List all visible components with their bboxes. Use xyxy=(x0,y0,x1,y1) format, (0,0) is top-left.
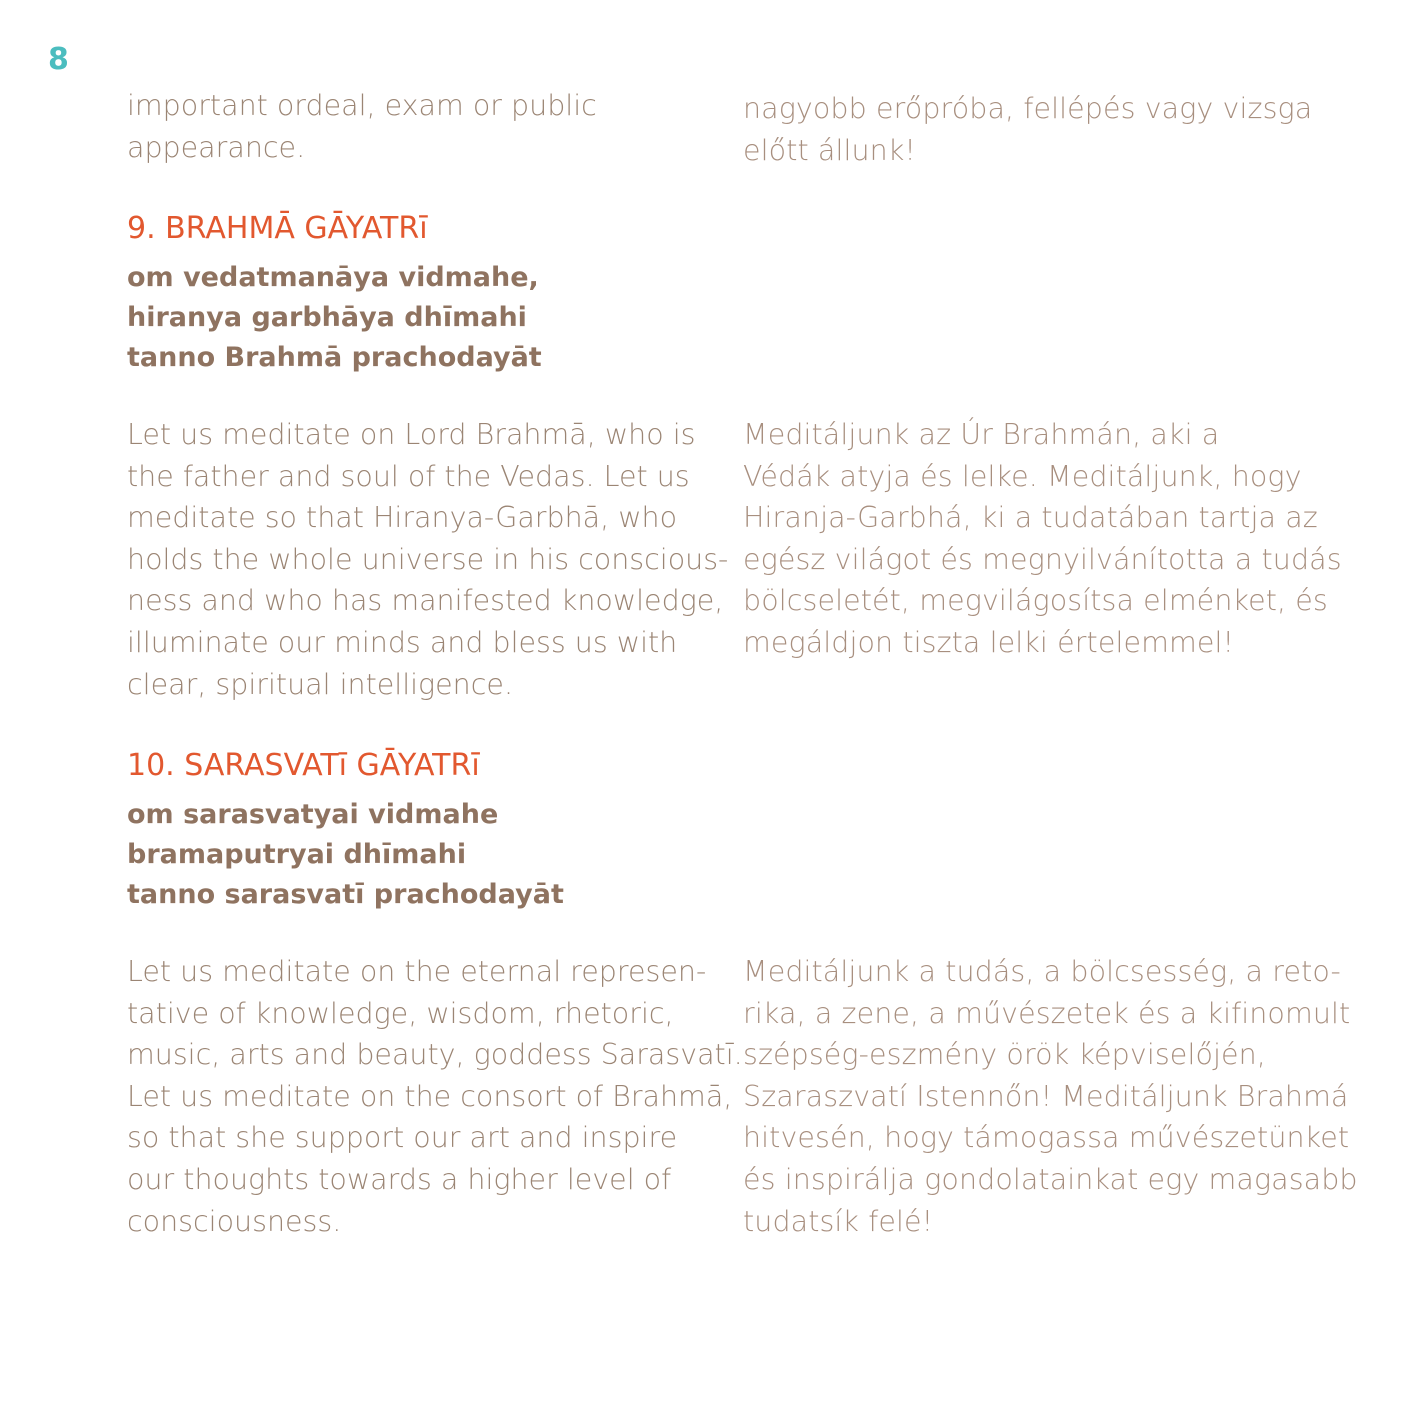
mantra-sarasvati-gayatri: om sarasvatyai vidmahe bramaputryai dhīmahi tanno sarasvatī prachodayāt xyxy=(127,799,564,910)
brahma-english-text: Let us meditate on Lord Brahmā, who is the father and soul of the Vedas. Let us meditate so that Hiranya-Garbhā, who holds the whole universe in his conscious- ness and who has manifested knowledge, illuminate our minds and bless us with clear, spiritual intelligence. xyxy=(127,418,729,701)
section-heading-sarasvati-gayatri: 10. SARASVATī GĀYATRī xyxy=(127,748,480,783)
section-heading-brahma-gayatri: 9. BRAHMĀ GĀYATRī xyxy=(127,211,428,246)
mantra-brahma-gayatri: om vedatmanāya vidmahe, hiranya garbhāya dhīmahi tanno Brahmā prachodayāt xyxy=(127,262,542,373)
sarasvati-hungarian-text: Meditáljunk a tudás, a bölcsesség, a reto- rika, a zene, a művészetek és a kifinomult szépség-eszmény örök képviselőjén, Szaraszvatí Istennőn! Meditáljunk Brahmá hitvesén, hogy támogassa művészetünket és inspirálja gondolatainkat egy magasabb tudatsík felé! xyxy=(743,955,1358,1238)
brahma-hungarian-text: Meditáljunk az Úr Brahmán, aki a Védák atyja és lelke. Meditáljunk, hogy Hiranja-Garbhá, ki a tudatában tartja az egész világot és megnyilvánította a tudás bölcseletét, megvilágosítsa elménket, és megáldjon tiszta lelki értelemmel! xyxy=(743,418,1342,659)
intro-hungarian-text: nagyobb erőpróba, fellépés vagy vizsga előtt állunk! xyxy=(743,92,1313,167)
page-number: 8 xyxy=(48,42,69,77)
intro-english-text: important ordeal, exam or public appearance. xyxy=(127,89,597,164)
sarasvati-english-text: Let us meditate on the eternal represen- tative of knowledge, wisdom, rhetoric, music, arts and beauty, goddess Sarasvatī. Let us meditate on the consort of Brahmā, so that she support our art and inspire our thoughts towards a higher level of consciousness. xyxy=(127,955,743,1238)
